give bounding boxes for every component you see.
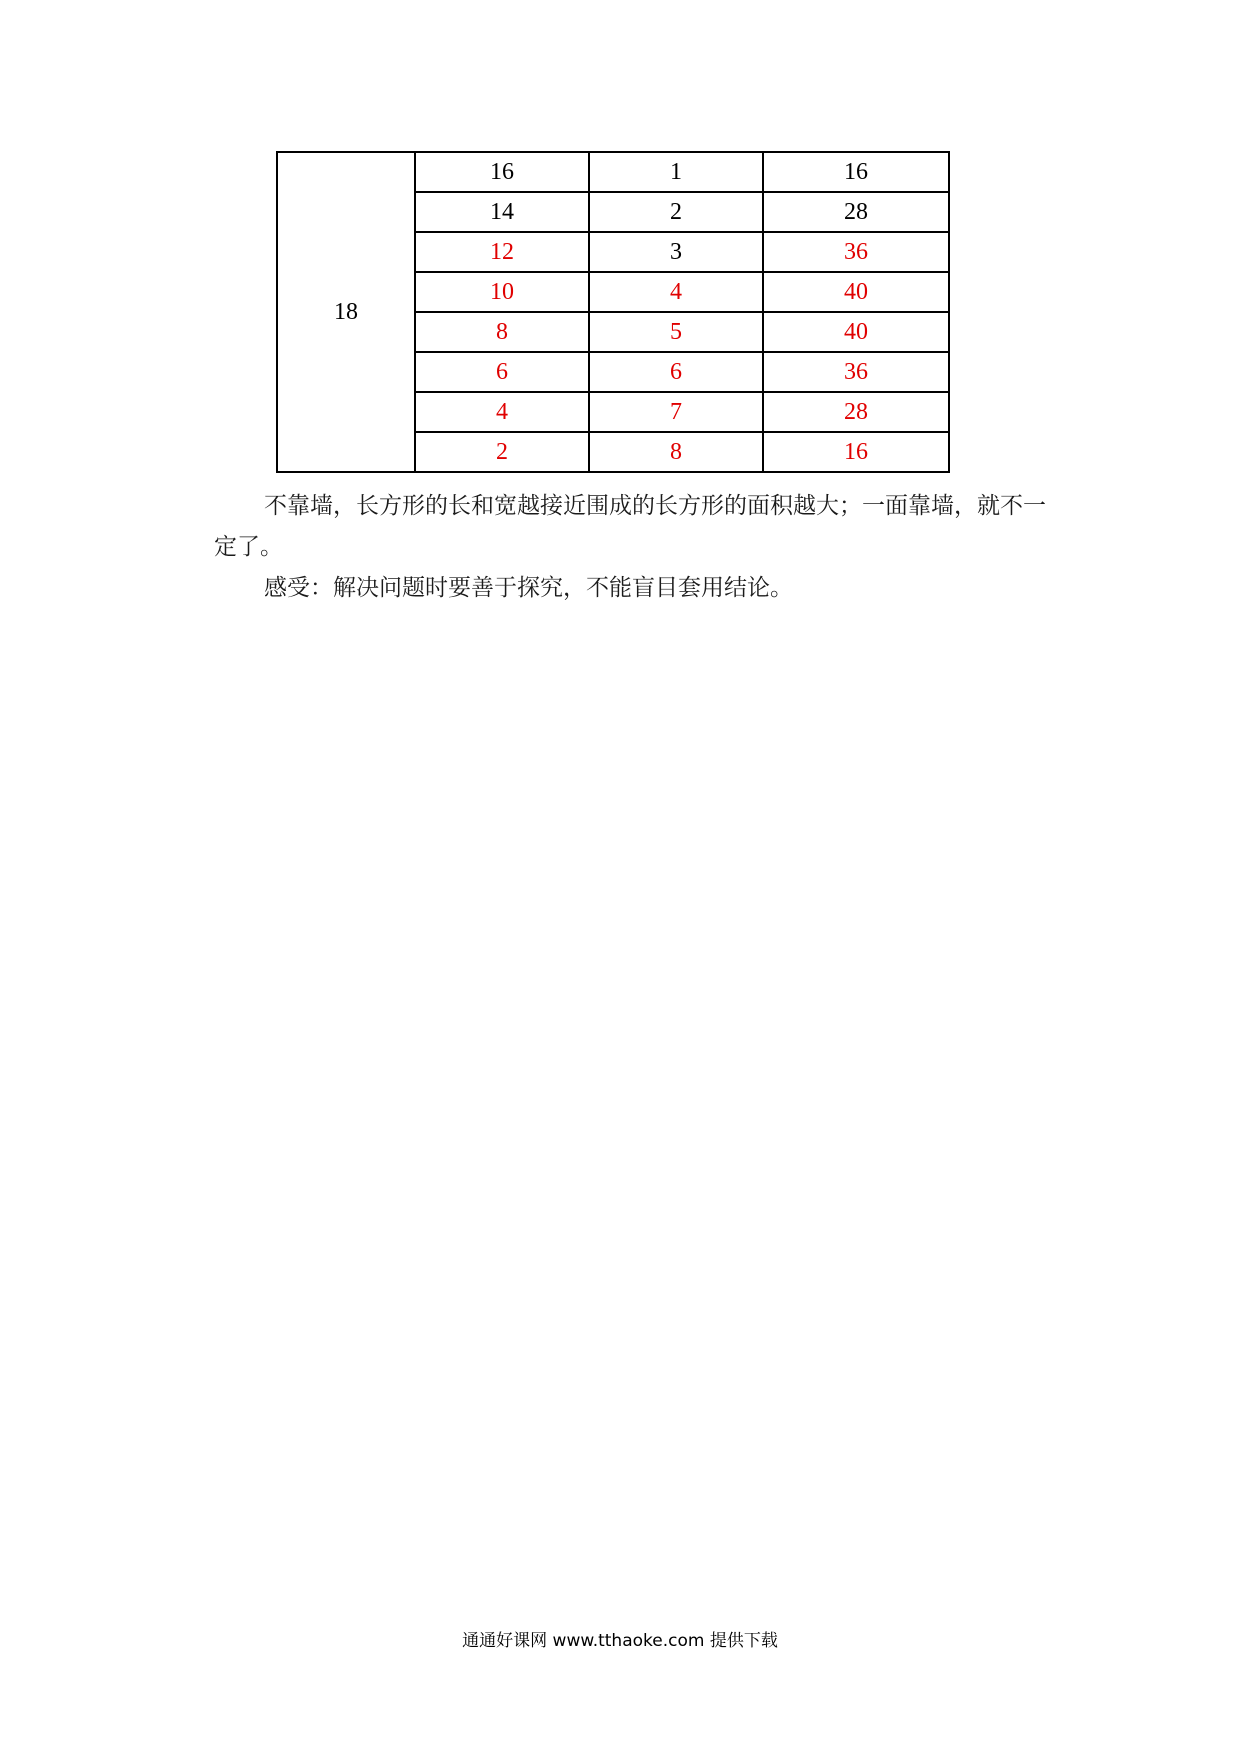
table-body	[277, 152, 949, 472]
table-cell-a: 14	[415, 192, 589, 232]
table-cell-c: 28	[763, 192, 949, 232]
table-cell-c: 16	[763, 152, 949, 192]
table-cell-c: 40	[763, 312, 949, 352]
table-cell-c: 40	[763, 272, 949, 312]
table-cell-b: 7	[589, 392, 763, 432]
table-cell-a: 16	[415, 152, 589, 192]
table-cell-a: 2	[415, 432, 589, 472]
table-cell-b: 4	[589, 272, 763, 312]
table-cell-a: 4	[415, 392, 589, 432]
table-cell-a: 8	[415, 312, 589, 352]
table-cell-c: 28	[763, 392, 949, 432]
table-row	[277, 152, 949, 192]
table-cell-c: 16	[763, 432, 949, 472]
table-cell-a: 6	[415, 352, 589, 392]
footer-credit: 通通好课网 www.tthaoke.com 提供下载	[462, 1631, 778, 1651]
conclusion-paragraph: 不靠墙，长方形的长和宽越接近围成的长方形的面积越大；一面靠墙，就不一定了。	[214, 493, 1046, 560]
data-table	[276, 151, 950, 473]
table-cell-a: 10	[415, 272, 589, 312]
table-cell-c: 36	[763, 232, 949, 272]
table-cell-b: 6	[589, 352, 763, 392]
table-cell-b: 2	[589, 192, 763, 232]
group-value-cell: 18	[277, 152, 415, 472]
reflection-paragraph: 感受：解决问题时要善于探究，不能盲目套用结论。	[264, 575, 793, 601]
table-cell-b: 3	[589, 232, 763, 272]
table-cell-c: 36	[763, 352, 949, 392]
table-cell-b: 5	[589, 312, 763, 352]
table-cell-b: 8	[589, 432, 763, 472]
table-cell-a: 12	[415, 232, 589, 272]
table-cell-b: 1	[589, 152, 763, 192]
